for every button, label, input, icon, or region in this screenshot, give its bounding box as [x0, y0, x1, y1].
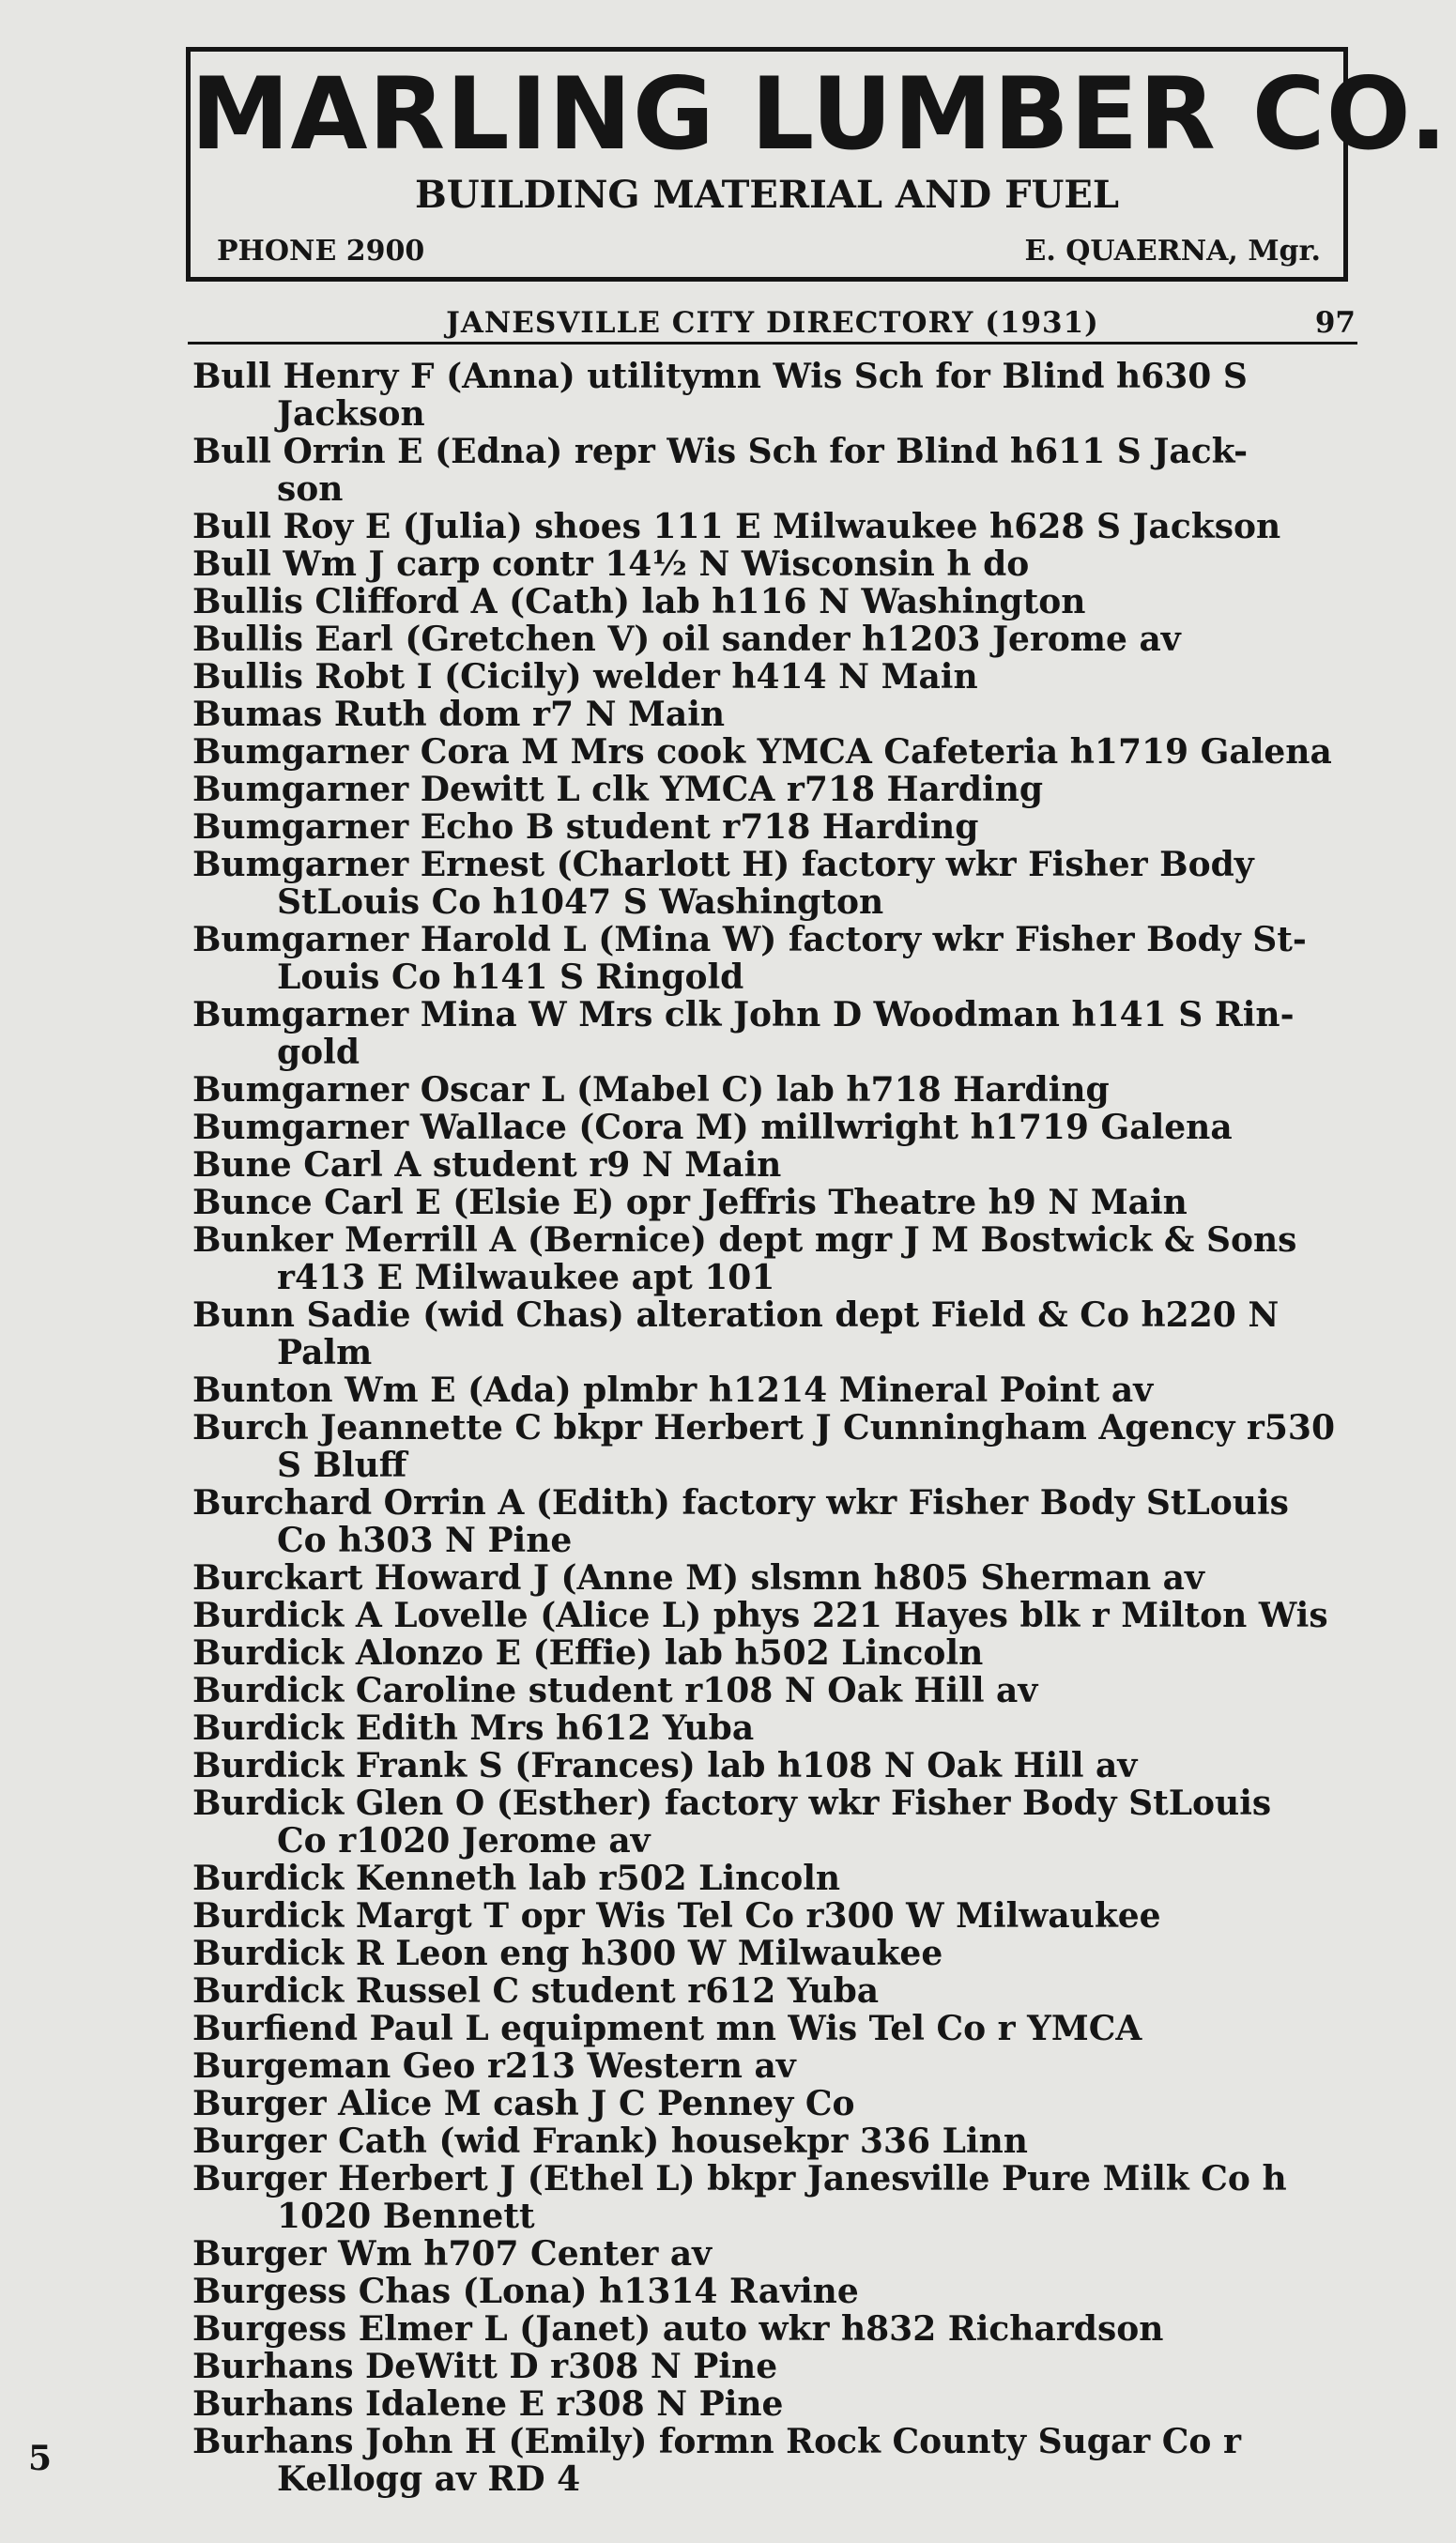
entry-continuation: 1020 Bennett — [277, 2197, 535, 2236]
directory-entry — [192, 996, 1361, 1071]
directory-entry — [192, 358, 1361, 433]
directory-entry — [192, 1785, 1361, 1860]
entry-line: Bunton Wm E (Ada) plmbr h1214 Mineral Point av — [192, 1371, 1154, 1410]
entry-line: Burdick Caroline student r108 N Oak Hill av — [192, 1671, 1038, 1710]
entry-line: Burch Jeannette C bkpr Herbert J Cunningham Agency r530 — [192, 1408, 1336, 1448]
directory-entry — [192, 2235, 1361, 2273]
entry-line: Burdick Russel C student r612 Yuba — [192, 1971, 880, 2011]
entry-continuation: Louis Co h141 S Ringold — [277, 957, 744, 997]
entry-line: Burdick Glen O (Esther) factory wkr Fisher Body StLouis — [192, 1784, 1272, 1823]
entry-line: Bumgarner Oscar L (Mabel C) lab h718 Harding — [192, 1070, 1110, 1110]
entry-continuation: Co h303 N Pine — [277, 1521, 573, 1560]
entry-line: Bune Carl A student r9 N Main — [192, 1145, 782, 1185]
directory-entry — [192, 508, 1361, 545]
directory-entry — [192, 2310, 1361, 2348]
directory-entry — [192, 2348, 1361, 2385]
entry-line: Bullis Robt I (Cicily) welder h414 N Main — [192, 657, 978, 697]
entry-continuation: StLouis Co h1047 S Washington — [277, 882, 884, 922]
directory-entry — [192, 921, 1361, 996]
directory-entry — [192, 771, 1361, 808]
entry-line: Burdick A Lovelle (Alice L) phys 221 Hayes blk r Milton Wis — [192, 1596, 1328, 1635]
entry-line: Bumas Ruth dom r7 N Main — [192, 695, 726, 734]
directory-entry — [192, 1371, 1361, 1409]
directory-entry — [192, 1146, 1361, 1184]
entry-line: Burgeman Geo r213 Western av — [192, 2046, 796, 2086]
directory-entry — [192, 433, 1361, 508]
directory-entry — [192, 1860, 1361, 1897]
directory-entry — [192, 658, 1361, 696]
directory-entry — [192, 808, 1361, 846]
directory-entry — [192, 1935, 1361, 1972]
entry-line: Burdick Edith Mrs h612 Yuba — [192, 1708, 755, 1748]
entry-line: Bunn Sadie (wid Chas) alteration dept Field & Co h220 N — [192, 1295, 1280, 1335]
directory-entry — [192, 2010, 1361, 2047]
directory-entry — [192, 2047, 1361, 2085]
entry-line: Burckart Howard J (Anne M) slsmn h805 Sherman av — [192, 1558, 1204, 1598]
entry-continuation: S Bluff — [277, 1446, 407, 1485]
directory-entry — [192, 1709, 1361, 1747]
entry-line: Burger Herbert J (Ethel L) bkpr Janesville Pure Milk Co h — [192, 2159, 1287, 2198]
entry-line: Burger Wm h707 Center av — [192, 2234, 713, 2274]
entry-line: Burdick Kenneth lab r502 Lincoln — [192, 1859, 841, 1898]
entry-line: Burgess Elmer L (Janet) auto wkr h832 Richardson — [192, 2309, 1164, 2349]
entry-line: Bumgarner Ernest (Charlott H) factory wkr Fisher Body — [192, 845, 1254, 884]
directory-entry — [192, 1559, 1361, 1597]
ad-manager: E. QUAERNA, Mgr. — [1024, 235, 1321, 268]
entry-line: Bunker Merrill A (Bernice) dept mgr J M Bostwick & Sons — [192, 1220, 1297, 1260]
entry-line: Burdick Margt T opr Wis Tel Co r300 W Milwaukee — [192, 1896, 1161, 1936]
entry-continuation: gold — [277, 1033, 360, 1072]
directory-entry — [192, 1672, 1361, 1709]
directory-entry — [192, 1109, 1361, 1146]
entry-continuation: Kellogg av RD 4 — [277, 2459, 581, 2499]
directory-entry — [192, 2085, 1361, 2122]
entry-line: Burhans John H (Emily) formn Rock County Sugar Co r — [192, 2422, 1241, 2461]
entry-line: Bumgarner Echo B student r718 Harding — [192, 807, 979, 847]
directory-entry — [192, 696, 1361, 733]
directory-entry — [192, 846, 1361, 921]
entry-line: Burger Cath (wid Frank) housekpr 336 Linn — [192, 2122, 1028, 2161]
entry-line: Burdick Alonzo E (Effie) lab h502 Lincoln — [192, 1633, 984, 1673]
directory-entry — [192, 1296, 1361, 1371]
entry-line: Burdick Frank S (Frances) lab h108 N Oak Hill av — [192, 1746, 1138, 1785]
entry-line: Bull Henry F (Anna) utilitymn Wis Sch for Blind h630 S — [192, 357, 1248, 396]
entry-line: Bullis Earl (Gretchen V) oil sander h1203 Jerome av — [192, 620, 1181, 659]
directory-entry — [192, 1897, 1361, 1935]
directory-entry — [192, 1071, 1361, 1109]
directory-entry — [192, 1597, 1361, 1634]
directory-title: JANESVILLE CITY DIRECTORY (1931) — [446, 306, 1099, 340]
directory-entry — [192, 620, 1361, 658]
directory-entry — [192, 2273, 1361, 2310]
directory-entry — [192, 1409, 1361, 1484]
entry-line: Burdick R Leon eng h300 W Milwaukee — [192, 1934, 943, 1973]
entry-line: Bunce Carl E (Elsie E) opr Jeffris Theatre h9 N Main — [192, 1183, 1188, 1222]
entry-line: Bumgarner Cora M Mrs cook YMCA Cafeteria h1719 Galena — [192, 732, 1332, 772]
directory-entry — [192, 1972, 1361, 2010]
entry-continuation: Palm — [277, 1333, 373, 1372]
ad-tagline: BUILDING MATERIAL AND FUEL — [414, 173, 1120, 217]
page-number: 97 — [1314, 306, 1356, 340]
entry-line: Bull Wm J carp contr 14½ N Wisconsin h do — [192, 544, 1030, 584]
entry-line: Bull Orrin E (Edna) repr Wis Sch for Blind h611 S Jack- — [192, 432, 1249, 471]
directory-entry — [192, 1484, 1361, 1559]
directory-entry — [192, 2160, 1361, 2235]
directory-entry — [192, 733, 1361, 771]
entry-line: Bumgarner Mina W Mrs clk John D Woodman h141 S Rin- — [192, 995, 1295, 1034]
directory-entry — [192, 1634, 1361, 1672]
entry-line: Burger Alice M cash J C Penney Co — [192, 2084, 855, 2123]
entry-line: Burhans DeWitt D r308 N Pine — [192, 2347, 778, 2386]
entry-line: Burchard Orrin A (Edith) factory wkr Fisher Body StLouis — [192, 1483, 1289, 1523]
entry-line: Bumgarner Harold L (Mina W) factory wkr Fisher Body St- — [192, 920, 1307, 959]
ad-phone: PHONE 2900 — [217, 235, 425, 268]
entry-continuation: son — [277, 469, 344, 509]
directory-entries — [192, 358, 1361, 2498]
running-head — [188, 302, 1357, 345]
directory-entry — [192, 545, 1361, 583]
margin-mark: 5 — [28, 2439, 53, 2478]
ad-company-name: MARLING LUMBER CO. — [191, 56, 1448, 172]
directory-entry — [192, 2423, 1361, 2498]
directory-entry — [192, 1221, 1361, 1296]
entry-line: Burhans Idalene E r308 N Pine — [192, 2384, 784, 2424]
entry-line: Bull Roy E (Julia) shoes 111 E Milwaukee h628 S Jackson — [192, 507, 1281, 546]
entry-line: Bullis Clifford A (Cath) lab h116 N Washington — [192, 582, 1086, 621]
directory-entry — [192, 2122, 1361, 2160]
entry-continuation: Jackson — [277, 394, 425, 434]
entry-line: Burgess Chas (Lona) h1314 Ravine — [192, 2272, 859, 2311]
advertisement-box — [186, 47, 1448, 282]
directory-entry — [192, 1184, 1361, 1221]
directory-entry — [192, 583, 1361, 620]
entry-line: Bumgarner Wallace (Cora M) millwright h1719 Galena — [192, 1108, 1233, 1147]
directory-entry — [192, 2385, 1361, 2423]
directory-entry — [192, 1747, 1361, 1785]
entry-line: Bumgarner Dewitt L clk YMCA r718 Harding — [192, 770, 1044, 809]
entry-line: Burfiend Paul L equipment mn Wis Tel Co r YMCA — [192, 2009, 1142, 2048]
entry-continuation: Co r1020 Jerome av — [277, 1821, 651, 1861]
entry-continuation: r413 E Milwaukee apt 101 — [277, 1258, 775, 1297]
